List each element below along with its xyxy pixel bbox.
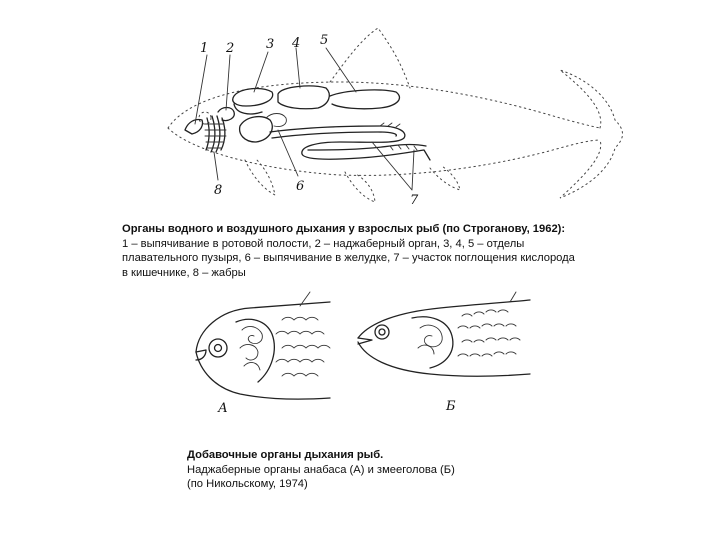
leader-lines [195, 48, 414, 190]
pectoral-fin [245, 158, 275, 195]
figure2-caption-line: (по Никольскому, 1974) [187, 478, 308, 491]
label-number-1: 1 [200, 41, 209, 56]
fish-body-outline [168, 82, 600, 128]
dorsal-fin [330, 28, 410, 88]
label-letter-a: А [218, 401, 228, 416]
fish-head-anabas-diagram [0, 290, 720, 420]
tail-fin [560, 70, 623, 198]
figure1-caption-line: в кишечнике, 8 – жабры [122, 266, 246, 279]
label-letter-b: Б [446, 399, 456, 414]
label-number-3: 3 [266, 37, 275, 52]
swim-bladder-section-5 [330, 90, 399, 109]
pelvic-fin [345, 172, 375, 202]
figure2-caption [187, 448, 517, 492]
label-number-2: 2 [226, 41, 235, 56]
figure1-caption-line: 1 – выпячивание в ротовой полости, 2 – наджаберный орган, 3, 4, 5 – отделы [122, 237, 525, 250]
label-number-7: 7 [410, 193, 419, 208]
figure2-caption-title: Добавочные органы дыхания рыб. [187, 449, 384, 461]
figure1-caption-line: плавательного пузыря, 6 – выпячивание в желудке, 7 – участок поглощения кислорода [122, 252, 575, 265]
figure2-caption-line: Наджаберные органы анабаса (А) и змееголова (Б) [187, 463, 455, 476]
gills [205, 116, 226, 152]
fish-respiratory-organs-diagram [0, 0, 720, 220]
stomach-outgrowth [240, 117, 273, 142]
swim-bladder-section-4 [278, 86, 329, 109]
figure1-caption [122, 222, 622, 280]
figure1-caption-title: Органы водного и воздушного дыхания у взрослых рыб (по Строганову, 1962): [122, 223, 566, 235]
label-number-8: 8 [214, 183, 223, 198]
label-number-4: 4 [292, 36, 301, 51]
intestine [270, 126, 430, 160]
label-number-5: 5 [320, 33, 329, 48]
label-number-6: 6 [296, 179, 305, 194]
